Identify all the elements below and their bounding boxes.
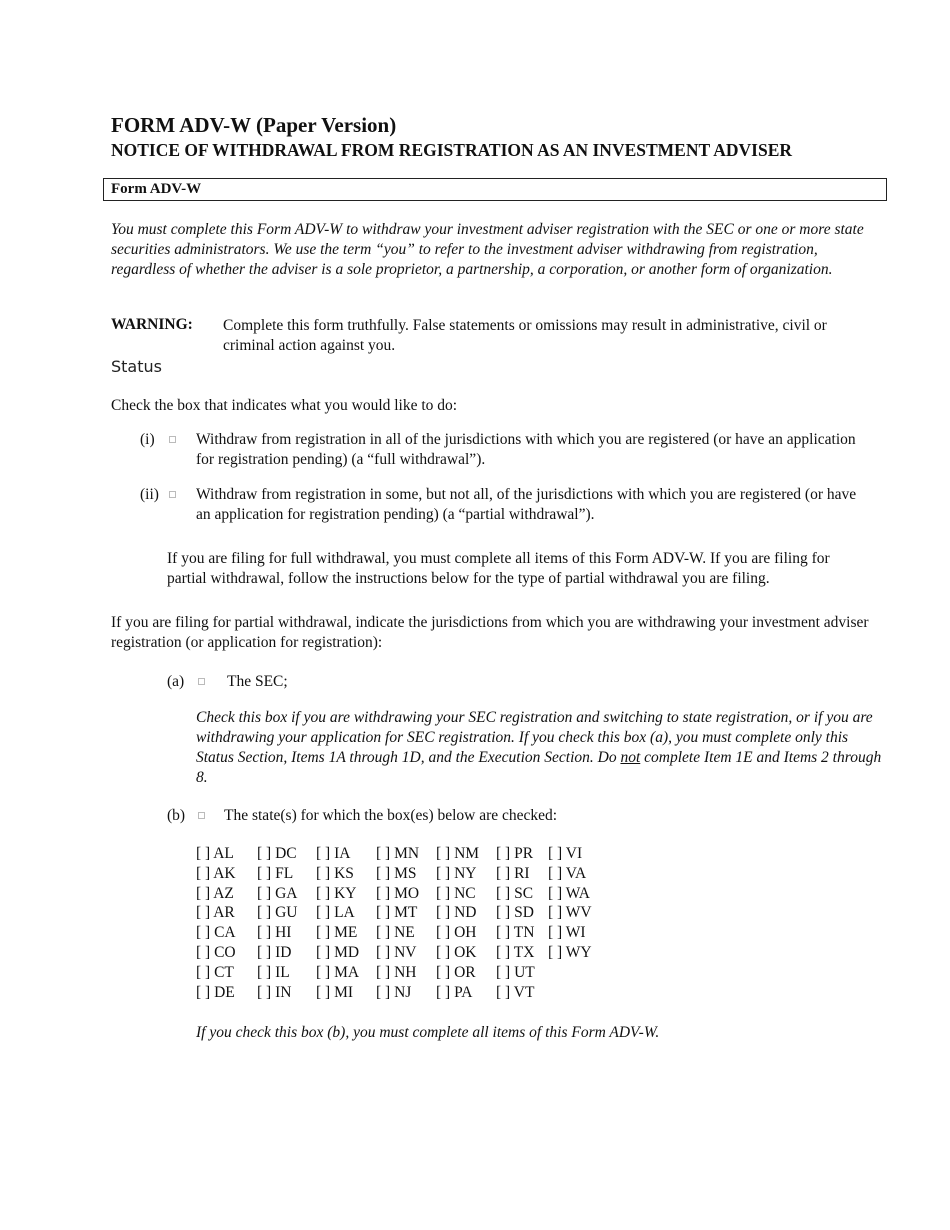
state-code-label: KY [334, 884, 357, 902]
state-checkbox-glyph[interactable]: [ ] [436, 963, 455, 981]
state-checkbox-glyph[interactable]: [ ] [257, 904, 276, 922]
state-code-label: WI [565, 924, 586, 942]
state-code-label: MS [394, 864, 417, 882]
state-checkbox-glyph[interactable]: [ ] [316, 904, 335, 922]
state-code-label: SC [514, 884, 534, 902]
state-checkbox-ga[interactable] [257, 885, 297, 903]
state-checkbox-al[interactable] [196, 845, 234, 863]
state-checkbox-glyph[interactable]: [ ] [196, 924, 215, 942]
state-checkbox-glyph[interactable]: [ ] [436, 864, 455, 882]
option-b-number: (b) [167, 807, 186, 824]
state-code-label: PR [514, 845, 534, 862]
option-b-checkbox[interactable] [198, 812, 205, 819]
state-checkbox-glyph[interactable]: [ ] [548, 904, 566, 922]
state-checkbox-ut[interactable] [496, 964, 535, 982]
state-checkbox-mt[interactable] [376, 904, 417, 922]
state-checkbox-nd[interactable] [436, 904, 476, 922]
state-checkbox-glyph[interactable]: [ ] [548, 884, 566, 902]
state-checkbox-glyph[interactable]: [ ] [436, 845, 455, 862]
state-checkbox-glyph[interactable]: [ ] [376, 884, 395, 902]
state-checkbox-glyph[interactable]: [ ] [548, 924, 566, 942]
state-checkbox-glyph[interactable]: [ ] [316, 983, 335, 1001]
state-checkbox-glyph[interactable]: [ ] [496, 924, 514, 942]
state-checkbox-hi[interactable] [257, 924, 291, 942]
option-b-note: If you check this box (b), you must complete all items of this Form ADV-W. [196, 1024, 660, 1041]
state-checkbox-pr[interactable] [496, 845, 533, 863]
state-code-label: FL [275, 864, 294, 882]
state-checkbox-nh[interactable] [376, 964, 416, 982]
state-checkbox-in[interactable] [257, 984, 291, 1002]
state-code-label: UT [514, 963, 535, 981]
form-title: FORM ADV-W (Paper Version) [111, 113, 397, 137]
state-checkbox-sd[interactable] [496, 904, 534, 922]
option-a-checkbox[interactable] [198, 678, 205, 685]
state-checkbox-glyph[interactable]: [ ] [196, 943, 215, 961]
state-checkbox-oh[interactable] [436, 924, 476, 942]
state-checkbox-glyph[interactable]: [ ] [436, 904, 455, 922]
state-checkbox-glyph[interactable]: [ ] [316, 884, 335, 902]
state-code-label: MO [394, 884, 420, 902]
state-code-label: MD [334, 943, 360, 961]
state-checkbox-az[interactable] [196, 885, 234, 903]
state-checkbox-wy[interactable] [548, 944, 592, 962]
state-code-label: ND [454, 904, 477, 922]
state-checkbox-nc[interactable] [436, 885, 476, 903]
state-checkbox-or[interactable] [436, 964, 476, 982]
state-code-label: VA [565, 864, 587, 882]
state-checkbox-glyph[interactable]: [ ] [436, 983, 455, 1001]
state-code-label: WA [565, 884, 590, 902]
state-checkbox-la[interactable] [316, 904, 355, 922]
full-withdrawal-note: If you are filing for full withdrawal, you must complete all items of this Form ADV-W. If you are filing for partial withdrawal, follow the instructions below for the type of partial withdrawal you are filing. [167, 550, 830, 587]
warning-text: Complete this form truthfully. False statements or omissions may result in administrative, civil or criminal action against you. [223, 317, 827, 354]
state-checkbox-glyph[interactable]: [ ] [196, 963, 215, 981]
state-checkbox-mo[interactable] [376, 885, 419, 903]
status-lead: Check the box that indicates what you would like to do: [111, 397, 458, 414]
state-checkbox-glyph[interactable]: [ ] [376, 924, 395, 942]
state-code-label: TN [513, 924, 535, 942]
state-checkbox-wa[interactable] [548, 885, 590, 903]
state-checkbox-mn[interactable] [376, 845, 419, 863]
state-checkbox-vt[interactable] [496, 984, 534, 1002]
state-code-label: MN [394, 845, 420, 862]
state-checkbox-glyph[interactable]: [ ] [376, 904, 395, 922]
state-checkbox-glyph[interactable]: [ ] [257, 864, 276, 882]
state-checkbox-ca[interactable] [196, 924, 236, 942]
state-checkbox-fl[interactable] [257, 865, 293, 883]
warning-label: WARNING: [111, 316, 193, 333]
state-checkbox-glyph[interactable]: [ ] [548, 845, 566, 862]
state-checkbox-wi[interactable] [548, 924, 586, 942]
state-checkbox-glyph[interactable]: [ ] [257, 943, 276, 961]
state-checkbox-md[interactable] [316, 944, 359, 962]
state-checkbox-tx[interactable] [496, 944, 534, 962]
state-checkbox-co[interactable] [196, 944, 236, 962]
state-checkbox-nj[interactable] [376, 984, 411, 1002]
form-label: Form ADV-W [111, 181, 202, 197]
state-checkbox-glyph[interactable]: [ ] [376, 864, 395, 882]
state-checkbox-glyph[interactable]: [ ] [196, 983, 215, 1001]
state-code-label: DC [275, 845, 297, 862]
state-checkbox-glyph[interactable]: [ ] [316, 924, 335, 942]
sec-note-text-2: complete Item 1E and Items 2 through 8. [196, 749, 882, 786]
state-checkbox-glyph[interactable]: [ ] [376, 983, 395, 1001]
state-code-label: WV [565, 904, 592, 922]
state-code-label: NV [394, 943, 417, 961]
state-code-label: OK [454, 943, 477, 961]
option-i-number: (i) [140, 431, 155, 448]
state-checkbox-glyph[interactable]: [ ] [496, 904, 515, 922]
state-code-label: AL [213, 845, 234, 862]
state-code-label: MT [394, 904, 418, 922]
state-checkbox-ak[interactable] [196, 865, 236, 883]
state-code-label: RI [514, 864, 530, 882]
state-code-label: CT [214, 963, 234, 981]
state-checkbox-ar[interactable] [196, 904, 235, 922]
status-heading: Status [111, 357, 162, 376]
option-a-label: The SEC; [227, 673, 288, 690]
state-checkbox-glyph[interactable]: [ ] [196, 845, 214, 862]
state-checkbox-glyph[interactable]: [ ] [316, 845, 335, 862]
state-checkbox-glyph[interactable]: [ ] [436, 924, 455, 942]
state-checkbox-dc[interactable] [257, 845, 297, 863]
state-checkbox-mi[interactable] [316, 984, 353, 1002]
state-checkbox-va[interactable] [548, 865, 586, 883]
state-code-label: NY [454, 864, 477, 882]
state-code-label: NE [394, 924, 415, 942]
state-checkbox-glyph[interactable]: [ ] [496, 943, 514, 961]
option-i-text: Withdraw from registration in all of the jurisdictions with which you are registered (or have an application for registration pending) (a “full withdrawal”). [196, 431, 856, 468]
state-checkbox-glyph[interactable]: [ ] [257, 983, 276, 1001]
option-a-number: (a) [167, 673, 185, 690]
state-code-label: TX [513, 943, 535, 961]
state-checkbox-glyph[interactable]: [ ] [496, 864, 515, 882]
state-code-label: GU [275, 904, 298, 922]
partial-withdrawal-lead: If you are filing for partial withdrawal, indicate the jurisdictions from which you are withdrawing your investment adviser registration (or application for registration): [111, 614, 869, 651]
state-checkbox-glyph[interactable]: [ ] [316, 943, 335, 961]
state-checkbox-tn[interactable] [496, 924, 534, 942]
state-checkbox-de[interactable] [196, 984, 235, 1002]
state-code-label: NH [394, 963, 417, 981]
state-checkbox-glyph[interactable]: [ ] [496, 845, 515, 862]
state-code-label: IA [334, 845, 351, 862]
state-checkbox-id[interactable] [257, 944, 291, 962]
state-checkbox-il[interactable] [257, 964, 290, 982]
option-i-checkbox[interactable] [169, 436, 176, 443]
state-checkbox-glyph[interactable]: [ ] [496, 963, 515, 981]
state-code-label: AR [213, 904, 235, 922]
state-code-label: NJ [394, 983, 412, 1001]
state-checkbox-glyph[interactable]: [ ] [436, 943, 455, 961]
state-code-label: DE [214, 983, 235, 1001]
state-checkbox-glyph[interactable]: [ ] [257, 924, 276, 942]
state-checkbox-ok[interactable] [436, 944, 476, 962]
state-code-label: PA [454, 983, 473, 1001]
state-code-label: OH [454, 924, 477, 942]
state-checkbox-ms[interactable] [376, 865, 416, 883]
state-checkbox-vi[interactable] [548, 845, 582, 863]
state-code-label: VT [513, 983, 535, 1001]
state-checkbox-glyph[interactable]: [ ] [376, 943, 395, 961]
state-checkbox-ri[interactable] [496, 865, 530, 883]
state-code-label: NM [454, 845, 480, 862]
form-subtitle: NOTICE OF WITHDRAWAL FROM REGISTRATION AS AN INVESTMENT ADVISER [111, 140, 793, 160]
state-checkbox-ky[interactable] [316, 885, 356, 903]
state-checkbox-pa[interactable] [436, 984, 472, 1002]
state-checkbox-wv[interactable] [548, 904, 592, 922]
state-code-label: HI [275, 924, 292, 942]
state-code-label: LA [334, 904, 355, 922]
state-checkbox-glyph[interactable]: [ ] [548, 943, 566, 961]
state-checkbox-glyph[interactable]: [ ] [496, 983, 514, 1001]
state-code-label: VI [565, 845, 583, 862]
state-checkbox-glyph[interactable]: [ ] [257, 845, 276, 862]
state-code-label: KS [334, 864, 354, 882]
state-checkbox-nm[interactable] [436, 845, 479, 863]
state-checkbox-glyph[interactable]: [ ] [548, 864, 566, 882]
state-code-label: AZ [213, 884, 234, 902]
state-code-label: NC [454, 884, 476, 902]
state-code-label: CA [214, 924, 236, 942]
state-checkbox-ia[interactable] [316, 845, 350, 863]
intro-paragraph: You must complete this Form ADV-W to withdraw your investment adviser registration with the SEC or one or more state securities administrators. We use the term “you” to refer to the investment adviser withdrawing from registration, regardless of whether the adviser is a sole proprietor, a partnership, a corporation, or another form of organization. [111, 221, 864, 278]
state-code-label: WY [565, 943, 592, 961]
state-checkbox-ny[interactable] [436, 865, 476, 883]
state-code-label: MI [334, 983, 354, 1001]
form-label-box [103, 178, 887, 201]
state-checkbox-gu[interactable] [257, 904, 297, 922]
state-checkbox-glyph[interactable]: [ ] [376, 845, 395, 862]
state-checkbox-glyph[interactable]: [ ] [196, 884, 214, 902]
state-checkbox-ma[interactable] [316, 964, 359, 982]
state-code-label: IL [275, 963, 290, 981]
sec-note-text-1: Check this box if you are withdrawing your SEC registration and switching to state registration, or if you are withdrawing your application for SEC registration. If you check this box (a), you must complete only this Status Section, Items 1A through 1D, and the Execution Section. Do [196, 709, 873, 766]
option-ii-text: Withdraw from registration in some, but not all, of the jurisdictions with which you are registered (or have an application for registration pending) (a “partial withdrawal”). [196, 486, 857, 523]
state-checkbox-glyph[interactable]: [ ] [257, 963, 276, 981]
state-checkbox-glyph[interactable]: [ ] [196, 904, 214, 922]
state-checkbox-me[interactable] [316, 924, 357, 942]
state-code-label: MA [334, 963, 360, 981]
state-checkbox-ct[interactable] [196, 964, 234, 982]
state-checkbox-glyph[interactable]: [ ] [376, 963, 395, 981]
state-code-label: CO [214, 943, 236, 961]
state-checkbox-glyph[interactable]: [ ] [436, 884, 455, 902]
state-checkbox-glyph[interactable]: [ ] [496, 884, 515, 902]
option-ii-number: (ii) [140, 486, 159, 503]
option-ii-checkbox[interactable] [169, 491, 176, 498]
state-code-label: OR [454, 963, 476, 981]
state-code-label: GA [275, 884, 298, 902]
state-checkbox-glyph[interactable]: [ ] [257, 884, 276, 902]
state-checkbox-nv[interactable] [376, 944, 416, 962]
sec-note-emphasis: not [620, 749, 641, 766]
state-code-label: IN [275, 983, 292, 1001]
state-code-label: SD [514, 904, 534, 922]
state-checkbox-ks[interactable] [316, 865, 354, 883]
state-code-label: AK [213, 864, 236, 882]
state-checkbox-glyph[interactable]: [ ] [316, 963, 335, 981]
option-b-label: The state(s) for which the box(es) below are checked: [224, 807, 558, 824]
state-checkbox-glyph[interactable]: [ ] [316, 864, 335, 882]
state-checkbox-glyph[interactable]: [ ] [196, 864, 214, 882]
state-checkbox-ne[interactable] [376, 924, 415, 942]
state-checkbox-sc[interactable] [496, 885, 533, 903]
state-code-label: ID [275, 943, 292, 961]
state-code-label: ME [334, 924, 358, 942]
sec-instruction-note [196, 708, 886, 788]
